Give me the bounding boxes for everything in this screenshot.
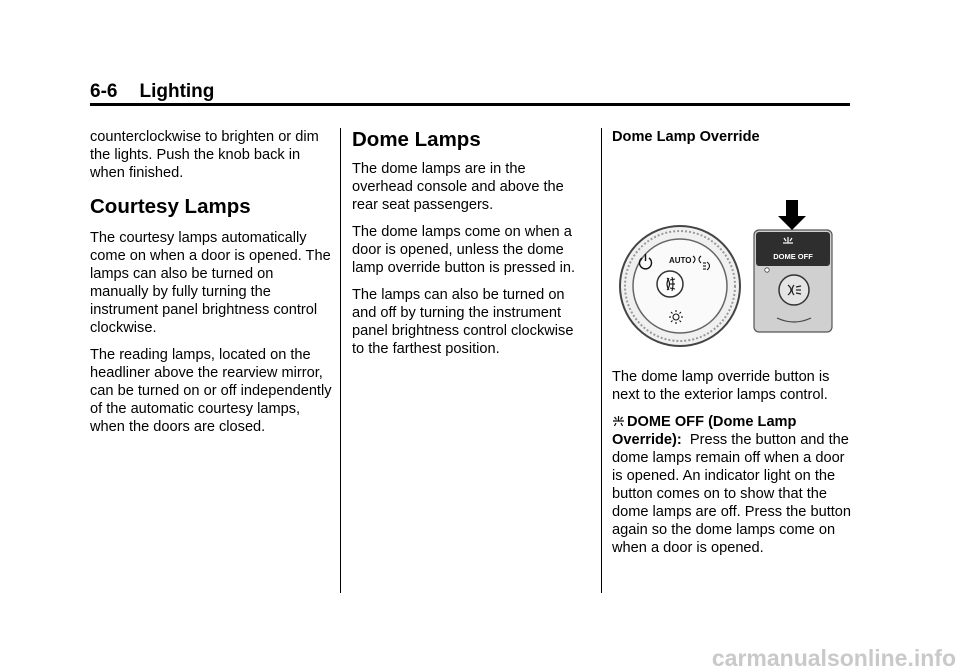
paragraph: The dome lamp override button is next to the exterior lamps control. [612,369,830,403]
control-panel-illustration [612,146,858,362]
dome-off-button [779,275,809,305]
page-header [90,80,850,104]
paragraph: The lamps can also be turned on and off by turning the instrument panel brightness control clockwise to the farthest position. [352,287,574,357]
column-left [90,128,334,445]
column-right [612,128,858,566]
paragraph: The courtesy lamps automatically come on when a door is opened. The lamps can also be turned on manually by fully turning the instrument panel brightness control clockwise. [90,230,331,336]
watermark: carmanualsonline.info [711,645,956,671]
dome-off-term: DOME OFF (Dome Lamp Override): [612,414,797,448]
down-arrow-icon [778,200,806,230]
paragraph: The dome lamps come on when a door is opened, unless the dome lamp override button is pressed in. [352,224,576,276]
section-title: Lighting [139,81,215,102]
indicator-light [765,268,769,272]
dome-lamps-heading: Dome Lamps [352,128,481,151]
column-middle [352,128,588,367]
auto-label: AUTO [669,256,692,265]
dome-lamp-override-figure [612,146,858,362]
dome-off-label: DOME OFF [773,252,813,261]
figure-caption: Dome Lamp Override [612,129,760,145]
dome-lamp-icon [612,415,625,427]
courtesy-lamps-heading: Courtesy Lamps [90,195,251,218]
dome-off-text: Press the button and the dome lamps remain off when a door is opened. An indicator light on the button comes on to show that the dome lamps are off. Press the button again so the dome lamps come on when a door is opened. [612,432,852,556]
paragraph: The reading lamps, located on the headliner above the rearview mirror, can be turned on or off independently of the automatic courtesy lamps, when the doors are closed. [90,347,332,435]
dome-off-description [612,413,858,557]
paragraph: counterclockwise to brighten or dim the lights. Push the knob back in when finished. [90,129,319,181]
column-divider [340,128,341,593]
paragraph: The dome lamps are in the overhead console and above the rear seat passengers. [352,161,564,213]
header-rule [90,103,850,106]
page-number: 6-6 [90,81,118,102]
column-divider [601,128,602,593]
